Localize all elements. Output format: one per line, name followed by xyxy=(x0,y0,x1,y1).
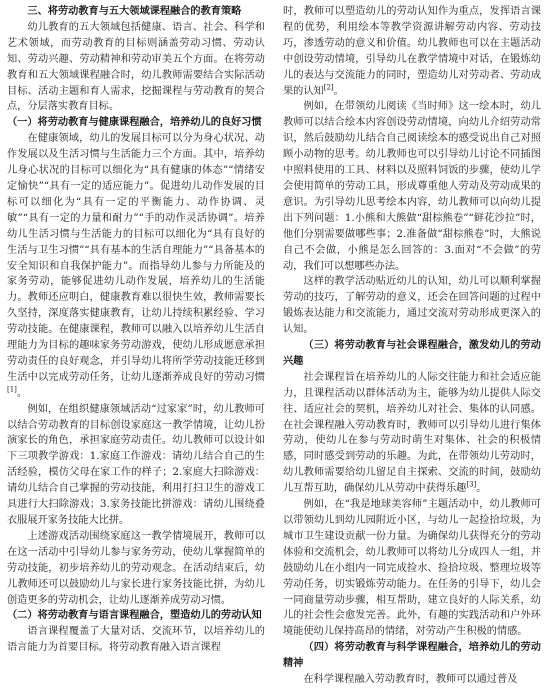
paragraph: 这样的教学活动贴近幼儿的认知，幼儿可以顺利掌握劳动的技巧，了解劳动的意义，还会在回答问题的过程中锻炼表达能力和交流能力，通过交流对劳动形成更深入的认知。 xyxy=(283,276,541,336)
section-heading: 三、将劳动教育与五大领域课程融合的教育策略 xyxy=(27,5,242,17)
paragraph-tail: 。 xyxy=(476,483,487,495)
subsection-heading: （四）将劳动教育与科学课程融合，培养幼儿的劳动精神 xyxy=(283,641,541,670)
paragraph: 上述游戏活动围绕家庭这一教学情境展开，教师可以在这一活动中引导幼儿参与家务劳动，使幼儿掌握简单的劳动技能，初步培养幼儿的劳动观念。在活动结束后，幼儿教师还可以鼓励幼儿与家长进行家务技能比拼，为幼儿创造更多的劳动机会，让幼儿逐渐养成劳动习惯。 xyxy=(7,530,265,606)
paragraph xyxy=(283,4,541,99)
paragraph-text: 社会课程旨在培养幼儿的人际交往能力和社会适应能力，且课程活动以群体活动为主，能够为幼儿提供人际交往、适应社会的契机，培养幼儿对社会、集体的认同感。在社会课程融入劳动教育时，教师可以引导幼儿进行集体劳动，使幼儿在参与劳动时萌生对集体、社会的积极情感，同时感受到劳动的乐趣。为此，在带领幼儿劳动时，幼儿教师需要给幼儿留足自主探索、交流的时间，鼓励幼儿互帮互助，确保幼儿从劳动中获得乐趣 xyxy=(283,371,541,495)
paragraph-text: 时，教师可以塑造幼儿的劳动认知作为重点，发挥语言课程的优势，利用绘本等教学资源讲解劳动内容、劳动技巧，渗透劳动的意义和价值。幼儿教师也可以在主题活动中创设劳动情境，引导幼儿在教学情境中对话，在锻炼幼儿的表达与交流能力的同时，塑造幼儿对劳动者、劳动成果的认知 xyxy=(283,6,541,97)
paragraph-tail: 。 xyxy=(16,387,28,399)
subsection-heading: （一）将劳动教育与健康课程融合，培养幼儿的良好习惯 xyxy=(7,116,262,129)
paragraph: 幼儿教育的五大领域包括健康、语言、社会、科学和艺术领域，而劳动教育的目标则涵盖劳动习惯、劳动认知、劳动兴趣、劳动精神和劳动审美五个方面。在将劳动教育和五大领域课程融合时，幼儿教师需要结合实际活动目标、活动主题和育人需求，挖掘课程与劳动教育的契合点，分层落实教育目标。 xyxy=(7,21,265,113)
paragraph xyxy=(7,131,265,401)
citation-marker: [3] xyxy=(466,480,477,489)
citation-marker: [2] xyxy=(323,83,334,92)
paragraph: 例如，在“我是地球美容师”主题活动中，幼儿教师可以带领幼儿到幼儿园附近小区，与幼儿一起捡拾垃圾，为城市卫生建设贡献一份力量。为确保幼儿获得充分的劳动体验和交流机会，幼儿教师可以将幼儿分成四人一组，并鼓励幼儿在小组内一同完成捡水、捡拾垃圾、整理垃圾等劳动任务，切实锻炼劳动能力。在任务的引导下，幼儿会一同商量劳动步骤，相互帮助，建立良好的人际关系，幼儿的社会性会愈发完善。此外，有趣的实践活动和户外环境能使幼儿保持高昂的情绪，对劳动产生积极的情感。 xyxy=(283,499,541,638)
paragraph: 例如，在组织健康领域活动“过家家”时，幼儿教师可以结合劳动教育的目标创设家庭这一教学情境，让幼儿扮演家长的角色，承担家庭劳动责任。幼儿教师可以设计如下三项教学游戏：1.家庭工作游戏：请幼儿结合自己的生活经验，模仿父母在家工作的样子；2.家庭大扫除游戏：请幼儿结合自己掌握的劳动技能，利用打扫卫生的游戏工具进行大扫除游戏；3.家务技能比拼游戏：请幼儿围绕叠衣服展开家务技能大比拼。 xyxy=(7,403,265,526)
left-column xyxy=(7,4,265,656)
paragraph xyxy=(283,370,541,497)
right-column xyxy=(283,4,541,688)
paragraph: 例如，在带领幼儿阅读《当时师》这一绘本时，幼儿教师可以结合绘本内容创设劳动情境，向幼儿介绍劳动常识，然后鼓励幼儿结合自己阅读绘本的感受说出自己对照顾小动物的思考。幼儿教师也可以引导幼儿讨论不同插图中照料使用的工具、材料以及照料饲饭的步骤，使幼儿学会使用简单的劳动工具，形成尊重他人劳动及劳动成果的意识。为引导幼儿思考绘本内容，幼儿教师可以向幼儿提出下列问题：1.小熊和大熊做“甜棕熊卷”“鲜花沙拉”时，他们分别需要做哪些事；2.准备做“甜棕熊卷”时，大熊说自己不会做，小熊是怎么回答的：3.面对“不会做”的劳动，我们可以想哪些办法。 xyxy=(283,101,541,272)
paragraph: 语言课程覆盖了大量对话、交流环节，以培养幼儿的语言能力为首要目标。将劳动教育融入语言课程 xyxy=(7,626,265,654)
paragraph-text: 在健康领域，幼儿的发展目标可以分为身心状况、动作发展以及生活习惯与生活能力三个方面。其中，培养幼儿身心状况的目标可以细化为“具有健康的体态”“情绪安定愉快”“具有一定的适应能力”。促进幼儿动作发展的目标可以细化为“具有一定的平衡能力、动作协调、灵敏”“具有一定的力量和耐力”“手的动作灵活协调”。培养幼儿生活习惯与生活能力的目标可以细化为“具有良好的生活与卫生习惯”“具有基本的生活自理能力”“具备基本的安全知识和自我保护能力”。而指导幼儿参与力所能及的家务劳动，能够促进幼儿动作发展，培养幼儿的生活能力。教师还应明白，健康教育难以很快生效，教师需要长久坚持，深度落实健康教育，让幼儿持续积累经验、学习劳动技能。在健康课程，教师可以融入以培养幼儿生活自理能力为目标的趣味家务劳动游戏，使幼儿形成愿意承担劳动责任的良好观念，并引导幼儿将所学劳动技能迁移到生活中以完成劳动任务，让幼儿逐渐养成良好的劳动习惯 xyxy=(7,133,265,383)
paragraph-tail: 。 xyxy=(333,85,344,97)
paragraph: 在科学课程融入劳动教育时，教师可以通过普及 xyxy=(303,674,518,686)
citation-marker: [1] xyxy=(7,385,17,394)
subsection-heading: （三）将劳动教育与社会课程融合，激发幼儿的劳动兴趣 xyxy=(283,339,541,367)
subsection-heading: （二）将劳动教育与语言课程融合，塑造幼儿的劳动认知 xyxy=(7,609,262,622)
